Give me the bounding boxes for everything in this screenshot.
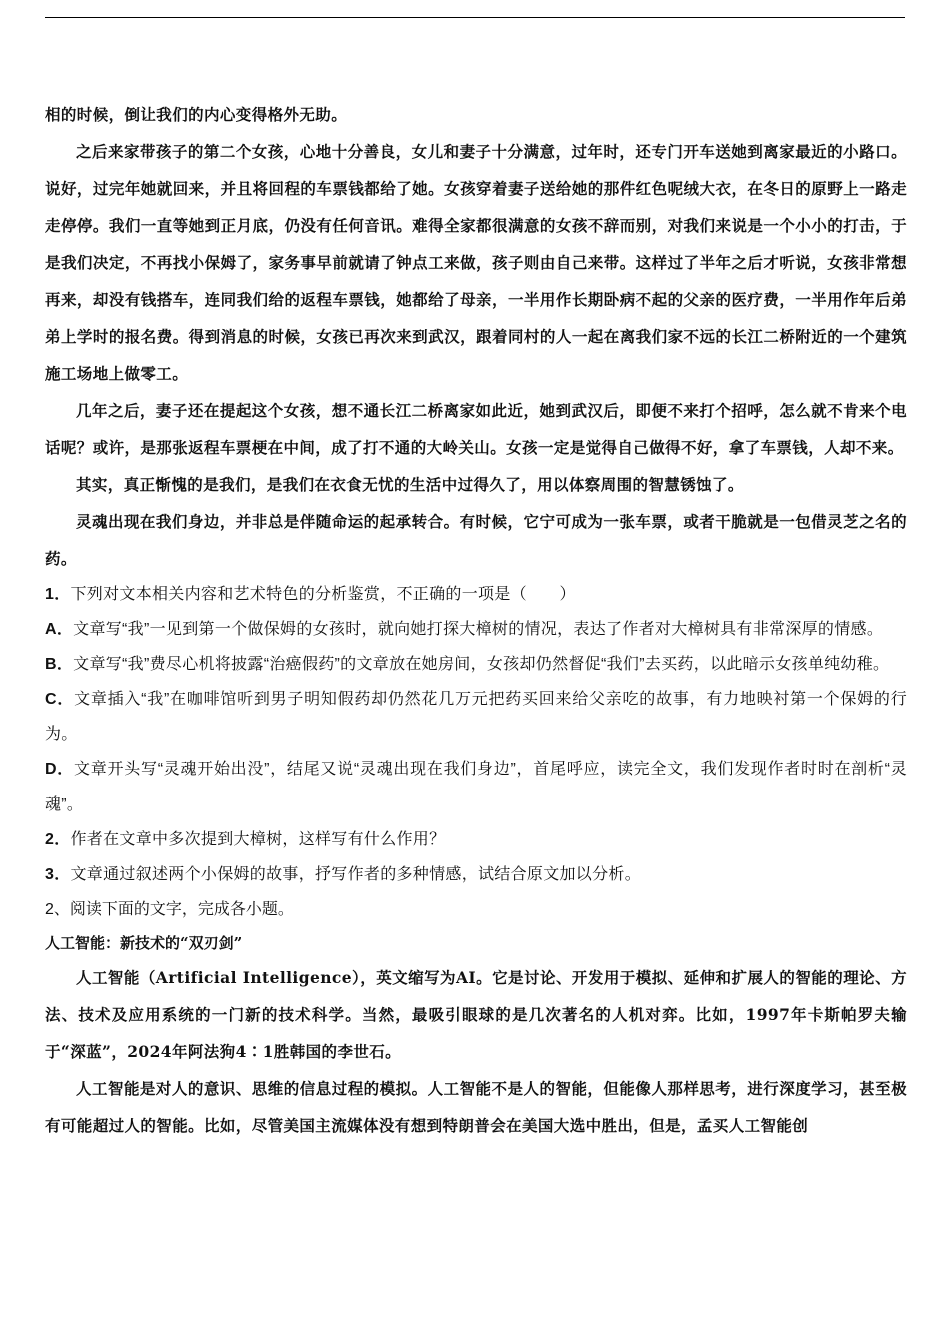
paragraph-continuation: 相的时候，倒让我们的内心变得格外无助。 (45, 105, 348, 124)
option-c (45, 682, 907, 752)
paragraph-ai-definition: 人工智能（Artificial Intelligence），英文缩写为AI。它是讨论、开发用于模拟、延伸和扩展人的智能的理论、方法、技术及应用系统的一门新的技术科学。当然，最吸引眼球的是几次著名的人机对弈。比如，1997年卡斯帕罗夫输于“深蓝”，2024年阿法狗4∶1胜韩国的李世石。 (45, 968, 907, 1061)
question-3 (45, 857, 907, 892)
option-a (45, 612, 907, 647)
paragraph-years-later: 几年之后，妻子还在提起这个女孩，想不通长江二桥离家如此近，她到武汉后，即便不来打个招呼，怎么就不肯来个电话呢？或许，是那张返程车票梗在中间，成了打不通的大岭关山。女孩一定是觉得自己做得不好，拿了车票钱，人却不来。 (45, 401, 907, 457)
question-number: 3． (45, 866, 71, 883)
header-rule (45, 17, 905, 18)
question-number: 1． (45, 586, 71, 603)
option-b (45, 647, 907, 682)
option-label: D． (45, 761, 75, 778)
question-number: 2． (45, 831, 71, 848)
option-label: C． (45, 691, 75, 708)
paragraph-second-girl: 之后来家带孩子的第二个女孩，心地十分善良，女儿和妻子十分满意，过年时，还专门开车送她到离家最近的小路口。说好，过完年她就回来，并且将回程的车票钱都给了她。女孩穿着妻子送给她的那件红色呢绒大衣，在冬日的原野上一路走走停停。我们一直等她到正月底，仍没有任何音讯。难得全家都很满意的女孩不辞而别，对我们来说是一个小小的打击，于是我们决定，不再找小保姆了，家务事早前就请了钟点工来做，孩子则由自己来带。这样过了半年之后才听说，女孩非常想再来，却没有钱搭车，连同我们给的返程车票钱，她都给了母亲，一半用作长期卧病不起的父亲的医疗费，一半用作年后弟弟上学时的报名费。得到消息的时候，女孩已再次来到武汉，跟着同村的人一起在离我们家不远的长江二桥附近的一个建筑施工场地上做零工。 (45, 142, 907, 383)
paragraph-ashamed: 其实，真正惭愧的是我们，是我们在衣食无忧的生活中过得久了，用以体察周围的智慧锈蚀了。 (76, 475, 744, 494)
paragraph-ai-simulation: 人工智能是对人的意识、思维的信息过程的模拟。人工智能不是人的智能，但能像人那样思考，进行深度学习，甚至极有可能超过人的智能。比如，尽管美国主流媒体没有想到特朗普会在美国大选中胜出，但是，孟买人工智能创 (45, 1079, 907, 1135)
question-2 (45, 822, 907, 857)
section-heading: 2、阅读下面的文字，完成各小题。 (45, 901, 294, 918)
question-text: 文章通过叙述两个小保姆的故事，抒写作者的多种情感，试结合原文加以分析。 (70, 866, 642, 883)
document-body (45, 96, 907, 1144)
question-text: 下列对文本相关内容和艺术特色的分析鉴赏，不正确的一项是（ ） (70, 586, 576, 603)
option-text: 文章写“我”费尽心机将披露“治癌假药”的文章放在她房间，女孩却仍然督促“我们”去买药，以此暗示女孩单纯幼稚。 (73, 656, 890, 673)
article-title: 人工智能：新技术的“双刃剑” (45, 934, 243, 952)
option-text: 文章插入“我”在咖啡馆听到男子明知假药却仍然花几万元把药买回来给父亲吃的故事，有力地映衬第一个保姆的行为。 (45, 691, 907, 743)
option-text: 文章开头写“灵魂开始出没”，结尾又说“灵魂出现在我们身边”，首尾呼应，读完全文，我们发现作者时时在剖析“灵魂”。 (45, 761, 908, 813)
option-text: 文章写“我”一见到第一个做保姆的女孩时，就向她打探大樟树的情况，表达了作者对大樟树具有非常深厚的情感。 (73, 621, 884, 638)
option-d (45, 752, 907, 822)
paragraph-soul: 灵魂出现在我们身边，并非总是伴随命运的起承转合。有时候，它宁可成为一张车票，或者干脆就是一包借灵芝之名的药。 (45, 512, 907, 568)
option-label: B． (45, 656, 74, 673)
option-label: A． (45, 621, 74, 638)
question-text: 作者在文章中多次提到大樟树，这样写有什么作用？ (70, 831, 446, 848)
question-1 (45, 577, 907, 612)
